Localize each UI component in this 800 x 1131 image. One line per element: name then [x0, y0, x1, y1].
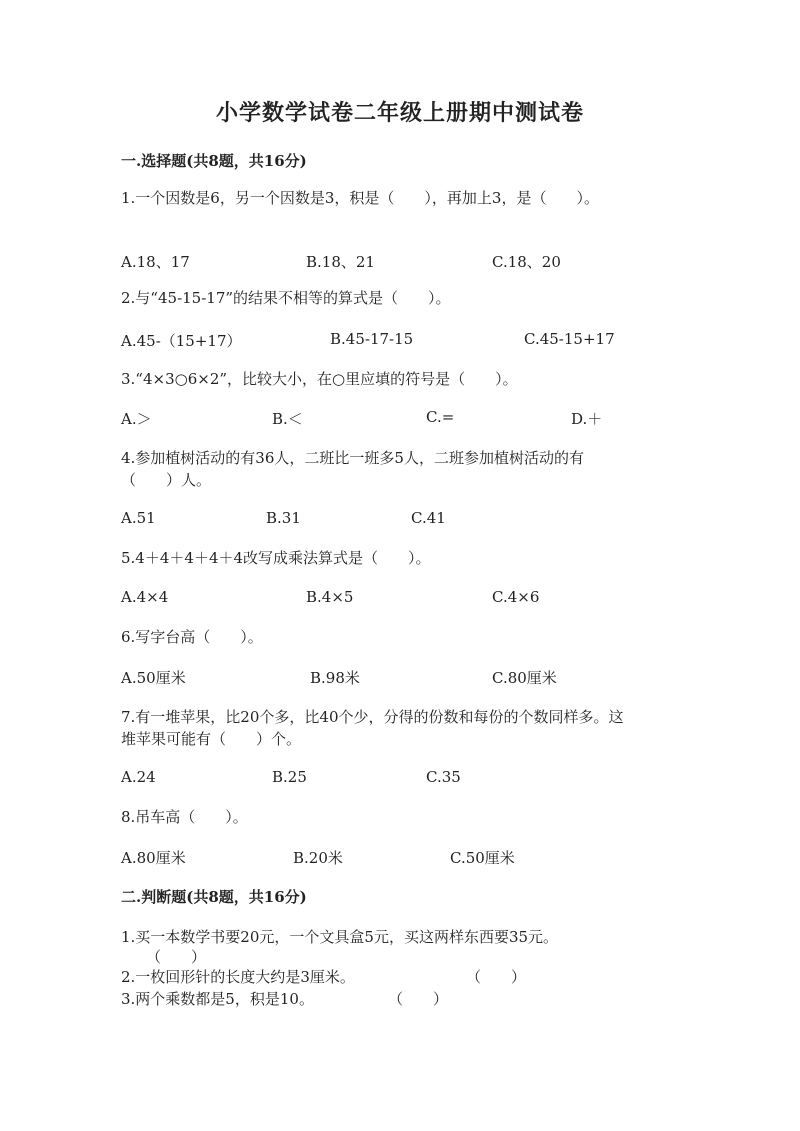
q6-option-c: C.80厘米	[492, 669, 557, 687]
question-3: 3.“4×3○6×2”，比较大小，在○里应填的符号是（ ）。	[121, 370, 518, 388]
question-6: 6.写字台高（ ）。	[121, 628, 263, 646]
q8-option-c: C.50厘米	[450, 849, 515, 867]
judgment-1-line1: 1.买一本数学书要20元，一个文具盒5元，买这两样东西要35元。	[121, 928, 559, 946]
q1-option-a: A.18、17	[121, 253, 190, 271]
judgment-1-blank: （ ）	[146, 948, 207, 966]
q2-option-b: B.45-17-15	[330, 330, 414, 348]
judgment-3-blank: （ ）	[388, 990, 449, 1008]
q2-option-c: C.45-15+17	[524, 330, 615, 348]
q7-option-a: A.24	[121, 768, 156, 786]
q6-option-a: A.50厘米	[121, 669, 186, 687]
q5-option-a: A.4×4	[121, 588, 169, 606]
question-4-line1: 4.参加植树活动的有36人，二班比一班多5人，二班参加植树活动的有	[121, 449, 584, 467]
q5-option-b: B.4×5	[306, 588, 354, 606]
question-4-line2: （ ）人。	[121, 471, 212, 489]
q5-option-c: C.4×6	[492, 588, 540, 606]
q3-option-b: B.＜	[272, 410, 303, 428]
question-8: 8.吊车高（ ）。	[121, 808, 248, 826]
q4-option-a: A.51	[121, 509, 156, 527]
q7-option-c: C.35	[426, 768, 461, 786]
judgment-2: 2.一枚回形针的长度大约是3厘米。	[121, 968, 355, 986]
judgment-3: 3.两个乘数都是5，积是10。	[121, 990, 314, 1008]
q8-option-b: B.20米	[293, 849, 343, 867]
q4-option-c: C.41	[411, 509, 446, 527]
q7-option-b: B.25	[272, 768, 307, 786]
judgment-2-blank: （ ）	[466, 968, 527, 986]
q3-option-d: D.＋	[571, 410, 603, 428]
section-heading-choice: 一.选择题(共8题，共16分)	[121, 152, 307, 170]
question-1: 1.一个因数是6，另一个因数是3，积是（ ），再加上3，是（ ）。	[121, 189, 599, 207]
question-5: 5.4＋4＋4＋4＋4改写成乘法算式是（ ）。	[121, 549, 431, 567]
q3-option-c: C.=	[426, 408, 455, 426]
q1-option-c: C.18、20	[492, 253, 561, 271]
page-title: 小学数学试卷二年级上册期中测试卷	[215, 100, 584, 126]
q4-option-b: B.31	[266, 509, 301, 527]
question-7-line1: 7.有一堆苹果，比20个多，比40个少，分得的份数和每份的个数同样多。这	[121, 708, 624, 726]
q6-option-b: B.98米	[310, 669, 360, 687]
q1-option-b: B.18、21	[306, 253, 375, 271]
q8-option-a: A.80厘米	[121, 849, 186, 867]
question-2: 2.与“45-15-17”的结果不相等的算式是（ ）。	[121, 289, 451, 307]
q3-option-a: A.＞	[121, 410, 152, 428]
q2-option-a: A.45-（15+17）	[121, 332, 242, 350]
section-heading-judgment: 二.判断题(共8题，共16分)	[121, 888, 307, 906]
question-7-line2: 堆苹果可能有（ ）个。	[121, 730, 302, 748]
